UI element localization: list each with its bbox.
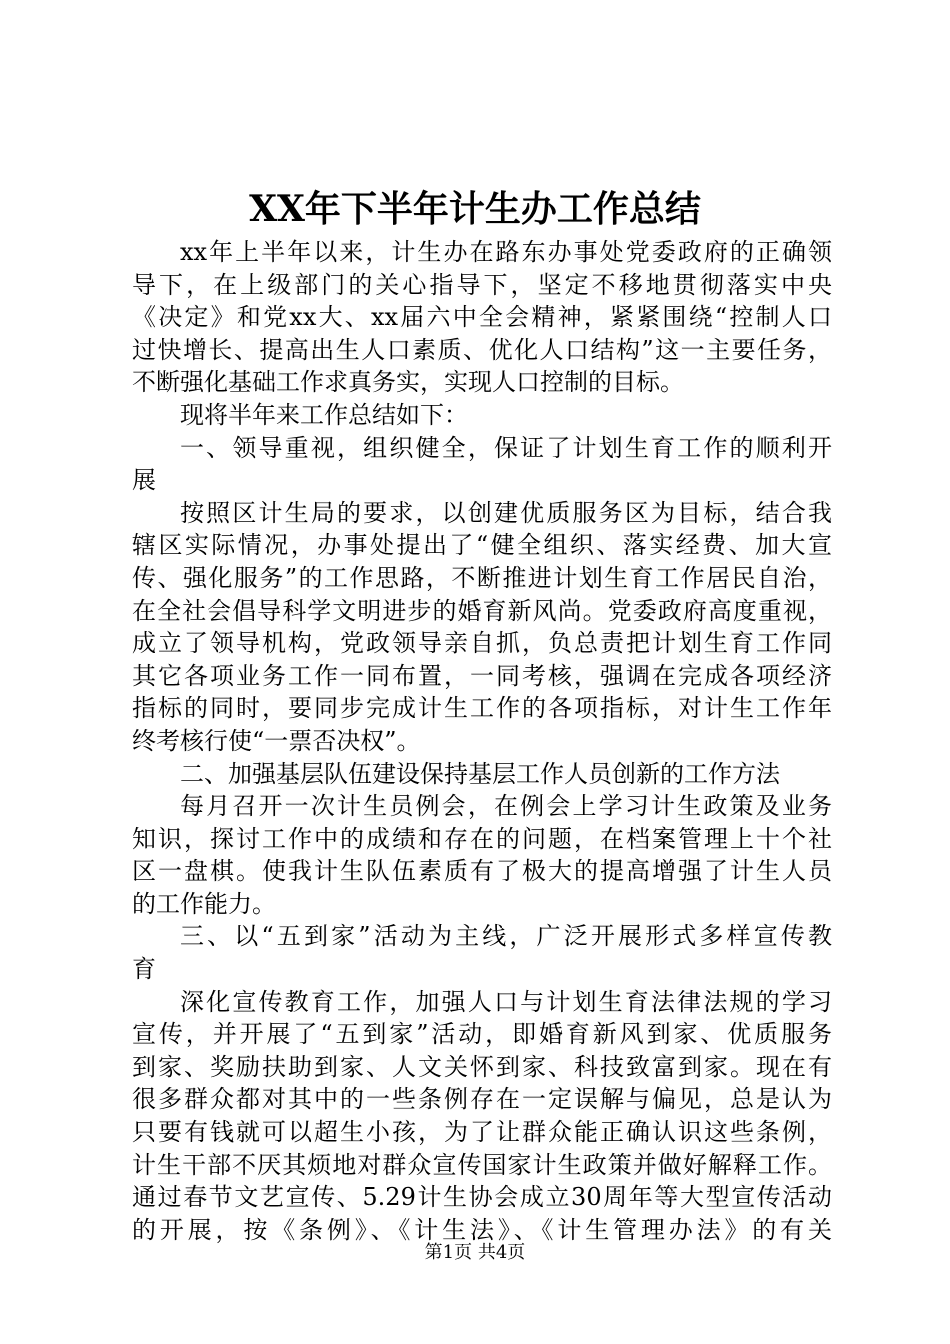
- text-line: 的工作能力。: [132, 889, 276, 918]
- text-line: 通过春节文艺宣传、5.29计生协会成立30周年等大型宣传活动: [132, 1183, 832, 1212]
- text-line: 育: [132, 955, 156, 984]
- page-footer: 第1页 共4页: [424, 1242, 526, 1263]
- text-line: 很多群众都对其中的一些条例存在一定误解与偏见，总是认为: [132, 1085, 832, 1114]
- text-line: 指标的同时，要同步完成计生工作的各项指标，对计生工作年: [132, 694, 832, 723]
- text-line: 三、以“五到家”活动为主线，广泛开展形式多样宣传教: [180, 922, 832, 951]
- document-body: [132, 236, 832, 1246]
- text-line: 成立了领导机构，党政领导亲自抓，负总责把计划生育工作同: [132, 629, 832, 658]
- text-line: 的开展，按《条例》、《计生法》、《计生管理办法》的有关: [132, 1215, 832, 1244]
- text-line: 深化宣传教育工作，加强人口与计划生育法律法规的学习: [180, 987, 832, 1016]
- text-line: 按照区计生局的要求，以创建优质服务区为目标，结合我: [180, 498, 832, 527]
- text-line: 传、强化服务”的工作思路，不断推进计划生育工作居民自治，: [132, 563, 832, 592]
- text-line: 辖区实际情况，办事处提出了“健全组织、落实经费、加大宣: [132, 531, 832, 560]
- document-title: XX年下半年计生办工作总结: [249, 188, 701, 230]
- text-line: 《决定》和党xx大、xx届六中全会精神，紧紧围绕“控制人口: [132, 303, 832, 332]
- text-line: 知识，探讨工作中的成绩和存在的问题，在档案管理上十个社: [132, 824, 832, 853]
- text-line: 计生干部不厌其烦地对群众宣传国家计生政策并做好解释工作。: [132, 1150, 832, 1179]
- text-line: 过快增长、提高出生人口素质、优化人口结构”这一主要任务，: [132, 335, 832, 364]
- text-line: 不断强化基础工作求真务实，实现人口控制的目标。: [132, 368, 684, 397]
- text-line: 区一盘棋。使我计生队伍素质有了极大的提高增强了计生人员: [132, 857, 832, 886]
- text-line: 终考核行使“一票否决权”。: [132, 726, 421, 755]
- text-line: 其它各项业务工作一同布置，一同考核，强调在完成各项经济: [132, 661, 832, 690]
- text-line: 在全社会倡导科学文明进步的婚育新风尚。党委政府高度重视，: [132, 596, 832, 625]
- text-line: 展: [132, 466, 156, 495]
- text-line: 一、领导重视，组织健全，保证了计划生育工作的顺利开: [180, 433, 832, 462]
- text-line: 现将半年来工作总结如下：: [180, 400, 468, 429]
- text-line: 只要有钱就可以超生小孩，为了让群众能正确认识这些条例，: [132, 1118, 832, 1147]
- text-line: 二、加强基层队伍建设保持基层工作人员创新的工作方法: [180, 759, 780, 788]
- text-line: 到家、奖励扶助到家、人文关怀到家、科技致富到家。现在有: [132, 1052, 832, 1081]
- text-line: 每月召开一次计生员例会，在例会上学习计生政策及业务: [180, 792, 832, 821]
- text-line: 导下，在上级部门的关心指导下，坚定不移地贯彻落实中央: [132, 270, 832, 299]
- text-line: xx年上半年以来，计生办在路东办事处党委政府的正确领: [180, 238, 832, 266]
- text-line: 宣传，并开展了“五到家”活动，即婚育新风到家、优质服务: [132, 1020, 832, 1049]
